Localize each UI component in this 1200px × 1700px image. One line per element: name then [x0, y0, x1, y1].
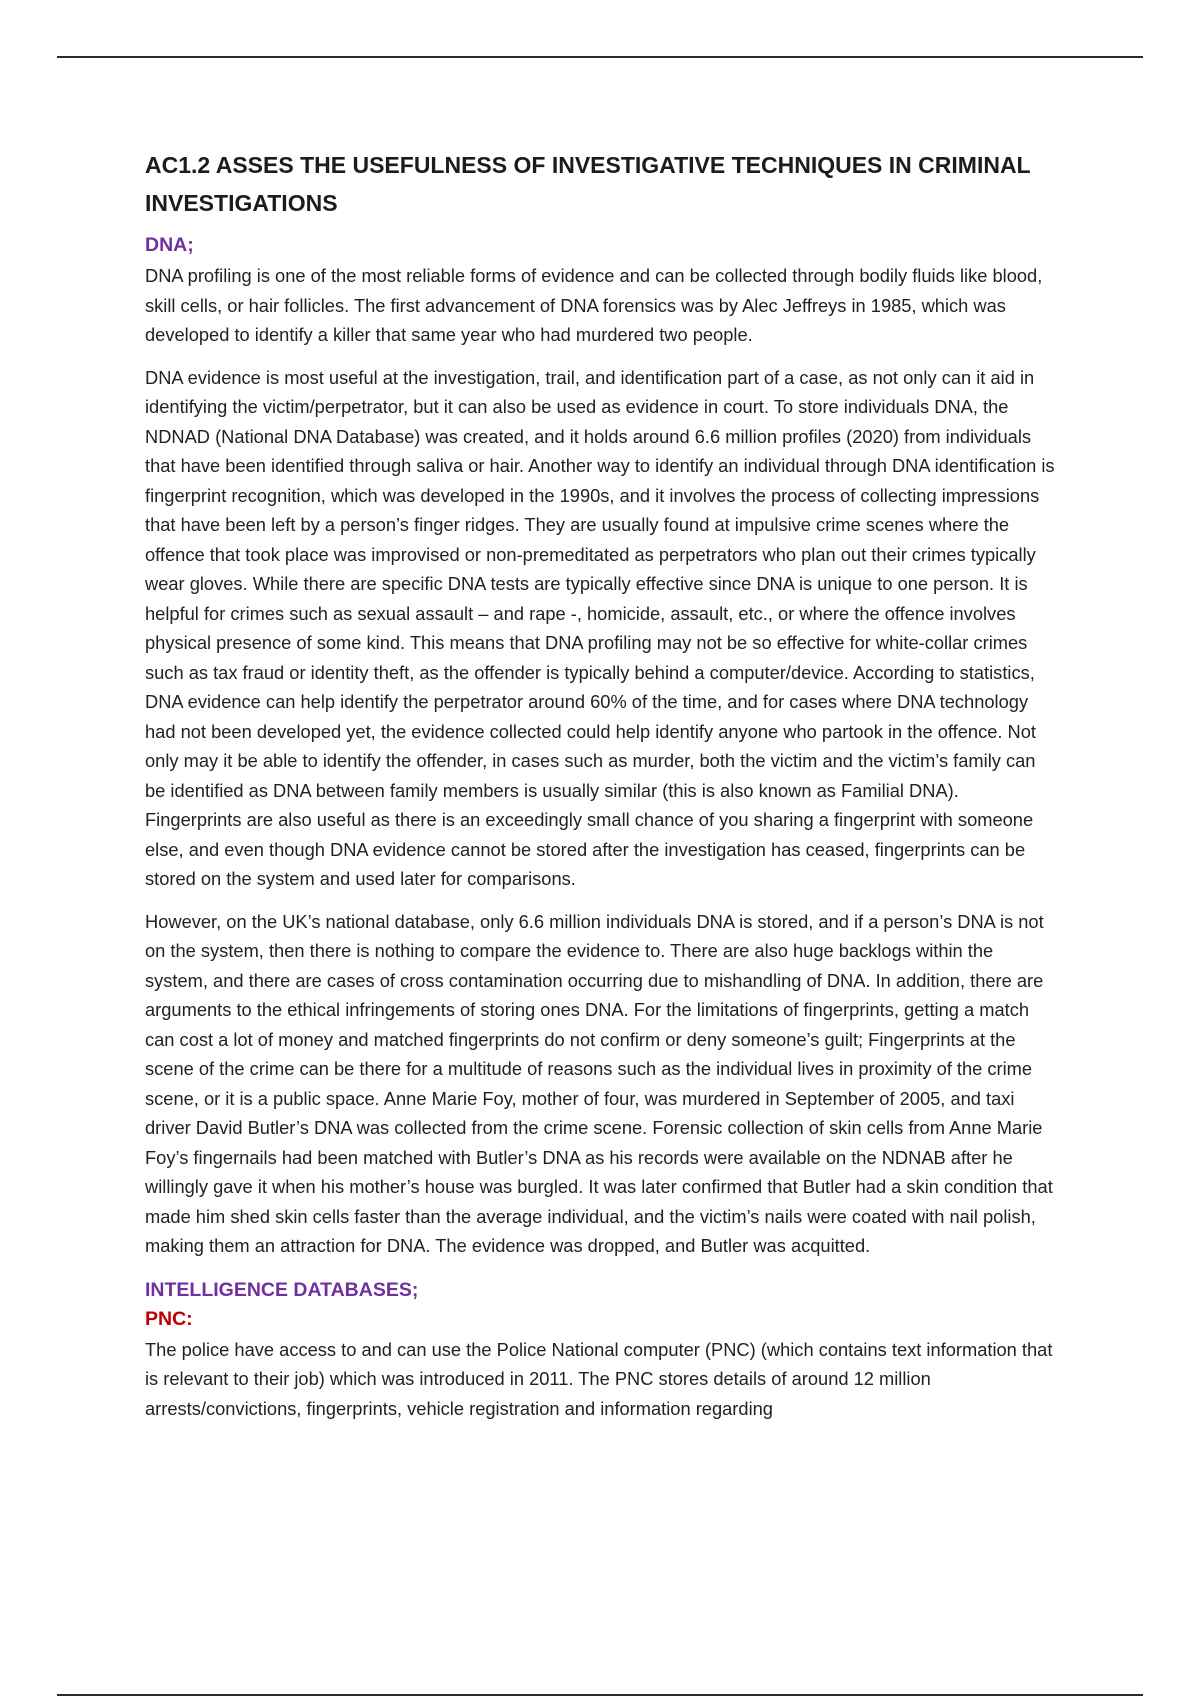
header-rule [57, 56, 1143, 58]
document-title: AC1.2 ASSES THE USEFULNESS OF INVESTIGATIVE TECHNIQUES IN CRIMINAL INVESTIGATIONS [145, 152, 1031, 216]
footer-rule [57, 1694, 1143, 1696]
paragraph: However, on the UK’s national database, only 6.6 million individuals DNA is stored, and if a person’s DNA is not on the system, then there is nothing to compare the evidence to. There are also huge backlogs within the system, and there are cases of cross contamination occurring due to mishandling of DNA. In addition, there are arguments to the ethical infringements of storing ones DNA. For the limitations of fingerprints, getting a match can cost a lot of money and matched fingerprints do not confirm or deny someone’s guilt; Fingerprints at the scene of the crime can be there for a multitude of reasons such as the individual lives in proximity of the crime scene, or it is a public space. Anne Marie Foy, mother of four, was murdered in September of 2005, and taxi driver David Butler’s DNA was collected from the crime scene. Forensic collection of skin cells from Anne Marie Foy’s fingernails had been matched with Butler’s DNA as his records were available on the NDNAB after he willingly gave it when his mother’s house was burgled. It was later confirmed that Butler had a skin condition that made him shed skin cells faster than the average individual, and the victim’s nails were coated with nail polish, making them an attraction for DNA. The evidence was dropped, and Butler was acquitted. [145, 910, 1053, 1256]
paragraph: The police have access to and can use the Police National computer (PNC) (which contains text information that is relevant to their job) which was introduced in 2011. The PNC stores details of around 12 million arrests/convictions, fingerprints, vehicle registration and information regarding [145, 1338, 1053, 1419]
section-heading-intelligence-databases: INTELLIGENCE DATABASES; [145, 1278, 419, 1301]
section-dna [145, 232, 1060, 1261]
paragraph: DNA evidence is most useful at the investigation, trail, and identification part of a case, as not only can it aid in identifying the victim/perpetrator, but it can also be used as evidence in court. To store individuals DNA, the NDNAD (National DNA Database) was created, and it holds around 6.6 million profiles (2020) from individuals that have been identified through saliva or hair. Another way to identify an individual through DNA identification is fingerprint recognition, which was developed in the 1990s, and it involves the process of collecting impressions that have been left by a person’s finger ridges. They are usually found at impulsive crime scenes where the offence that took place was improvised or non-premeditated as perpetrators who plan out their crimes typically wear gloves. While there are specific DNA tests are typically effective since DNA is unique to one person. It is helpful for crimes such as sexual assault – and rape -, homicide, assault, etc., or where the offence involves physical presence of some kind. This means that DNA profiling may not be so effective for white-collar crimes such as tax fraud or identity theft, as the offender is typically behind a computer/device. According to statistics, DNA evidence can help identify the perpetrator around 60% of the time, and for cases where DNA technology had not been developed yet, the evidence collected could help identify anyone who partook in the offence. Not only may it be able to identify the offender, in cases such as murder, both the victim and the victim’s family can be identified as DNA between family members is usually similar (this is also known as Familial DNA). Fingerprints are also useful as there is an exceedingly small chance of you sharing a fingerprint with someone else, and even though DNA evidence cannot be stored after the investigation has ceased, fingerprints can be stored on the system and used later for comparisons. [145, 366, 1055, 889]
document-body [145, 146, 1060, 1436]
section-heading-pnc: PNC: [145, 1307, 193, 1330]
section-intelligence-databases [145, 1277, 1060, 1303]
section-heading-dna: DNA; [145, 234, 194, 256]
paragraph: DNA profiling is one of the most reliable forms of evidence and can be collected through bodily fluids like blood, skill cells, or hair follicles. The first advancement of DNA forensics was by Alec Jeffreys in 1985, which was developed to identify a killer that same year who had murdered two people. [145, 265, 1043, 345]
section-pnc [145, 1306, 1060, 1424]
